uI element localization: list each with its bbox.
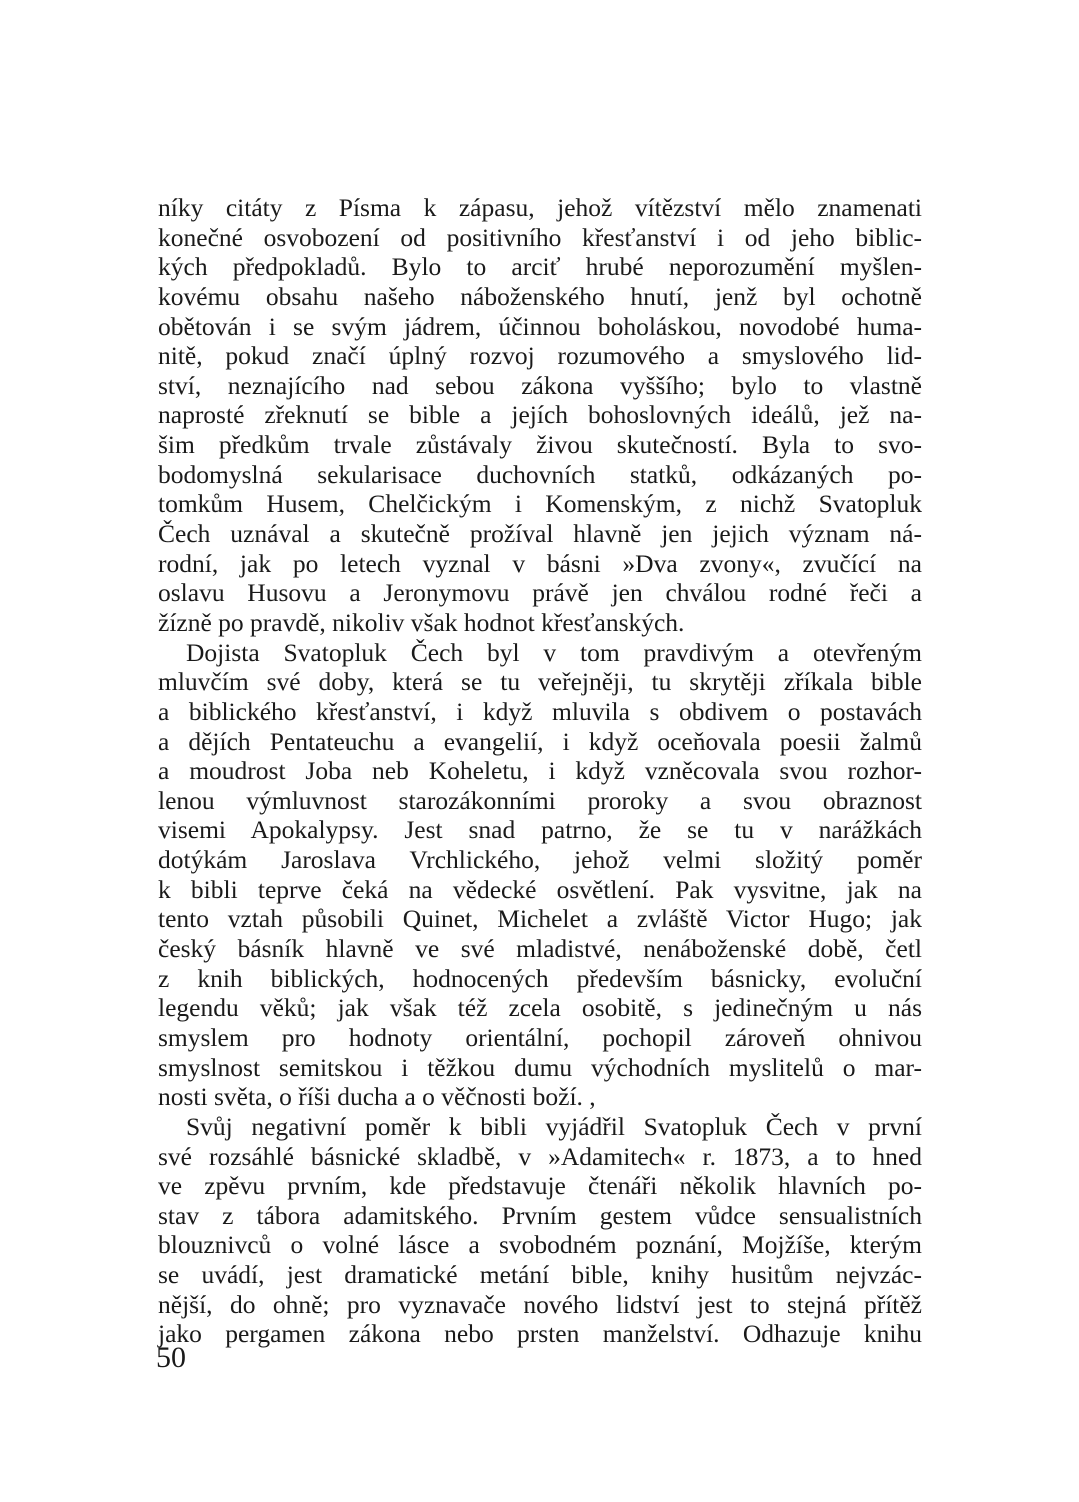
- text-line: své rozsáhlé básnické skladbě, v »Adamitech« r. 1873, a to hned: [158, 1141, 922, 1171]
- text-line: oslavu Husovu a Jeronymovu právě jen chválou rodné řeči a: [158, 578, 922, 608]
- text-line: smyslem pro hodnoty orientální, pochopil zároveň ohnivou: [158, 1022, 922, 1052]
- text-line: rodní, jak po letech vyznal v básni »Dva zvony«, zvučící na: [158, 548, 922, 578]
- text-line: lenou výmluvnost starozákonními proroky a svou obraznost: [158, 785, 922, 815]
- page-number: 50: [156, 1341, 186, 1374]
- text-line: smyslnost semitskou i těžkou dumu východních myslitelů o mar-: [158, 1052, 922, 1082]
- text-line: k bibli teprve čeká na vědecké osvětlení. Pak vysvitne, jak na: [158, 874, 922, 904]
- text-line: Čech uznával a skutečně prožíval hlavně jen jejich význam ná-: [158, 519, 922, 549]
- text-line: stav z tábora adamitského. Prvním gestem vůdce sensualistních: [158, 1200, 922, 1230]
- text-line: kých předpokladů. Bylo to arciť hrubé neporozumění myšlen-: [158, 252, 922, 282]
- paragraph: [158, 638, 922, 1112]
- text-line: a dějích Pentateuchu a evangelií, i když oceňovala poesii žalmů: [158, 726, 922, 756]
- text-line: šim předkům trvale zůstávaly živou skutečností. Byla to svo-: [158, 430, 922, 460]
- text-line: visemi Apokalypsy. Jest snad patrno, že se tu v narážkách: [158, 815, 922, 845]
- text-line: nosti světa, o říši ducha a o věčnosti boží. ,: [158, 1082, 596, 1112]
- text-line: konečné osvobození od positivního křesťanství i od jeho biblic-: [158, 222, 922, 252]
- text-line: žízně po pravdě, nikoliv však hodnot křesťanských.: [158, 607, 685, 637]
- text-line: a biblického křesťanství, i když mluvila s obdivem o postavách: [158, 696, 922, 726]
- text-line: ství, neznajícího nad sebou zákona vyššího; bylo to vlastně: [158, 370, 922, 400]
- paragraph: [158, 1112, 922, 1349]
- text-line: bodomyslná sekularisace duchovních statků, odkázaných po-: [158, 459, 922, 489]
- text-line: nější, do ohně; pro vyznavače nového lidství jest to stejná přítěž: [158, 1289, 922, 1319]
- paragraph: [158, 193, 922, 638]
- text-line: český básník hlavně ve své mladistvé, nenáboženské době, četl: [158, 934, 922, 964]
- text-line: dotýkám Jaroslava Vrchlického, jehož velmi složitý poměr: [158, 845, 922, 875]
- text-line: obětován i se svým jádrem, účinnou boholáskou, novodobé huma-: [158, 311, 922, 341]
- text-line: z knih biblických, hodnocených především básnicky, evoluční: [158, 963, 922, 993]
- body-text: [158, 193, 922, 1349]
- text-line: Dojista Svatopluk Čech byl v tom pravdivým a otevřeným: [186, 637, 922, 667]
- text-line: legendu věků; jak však též zcela osobitě, s jedinečným u nás: [158, 993, 922, 1023]
- text-line: naprosté zřeknutí se bible a jejích bohoslovných ideálů, jež na-: [158, 400, 922, 430]
- text-line: a moudrost Joba neb Koheletu, i když vzněcovala svou rozhor-: [158, 756, 922, 786]
- text-line: jako pergamen zákona nebo prsten manželství. Odhazuje knihu: [158, 1319, 922, 1349]
- text-line: ve zpěvu prvním, kde představuje čtenáři několik hlavních po-: [158, 1171, 922, 1201]
- text-line: mluvčím své doby, která se tu veřejněji, tu skrytěji zříkala bible: [158, 667, 922, 697]
- text-line: kovému obsahu našeho náboženského hnutí, jenž byl ochotně: [158, 281, 922, 311]
- text-line: níky citáty z Písma k zápasu, jehož vítězství mělo znamenati: [158, 193, 922, 222]
- text-line: blouznivců o volné lásce a svobodném poznání, Mojžíše, kterým: [158, 1230, 922, 1260]
- text-line: tento vztah působili Quinet, Michelet a zvláště Victor Hugo; jak: [158, 904, 922, 934]
- text-line: Svůj negativní poměr k bibli vyjádřil Svatopluk Čech v první: [186, 1111, 922, 1141]
- text-line: se uvádí, jest dramatické metání bible, knihy husitům nejvzác-: [158, 1260, 922, 1290]
- text-line: nitě, pokud značí úplný rozvoj rozumového a smyslového lid-: [158, 341, 922, 371]
- text-line: tomkům Husem, Chelčickým i Komenským, z nichž Svatopluk: [158, 489, 922, 519]
